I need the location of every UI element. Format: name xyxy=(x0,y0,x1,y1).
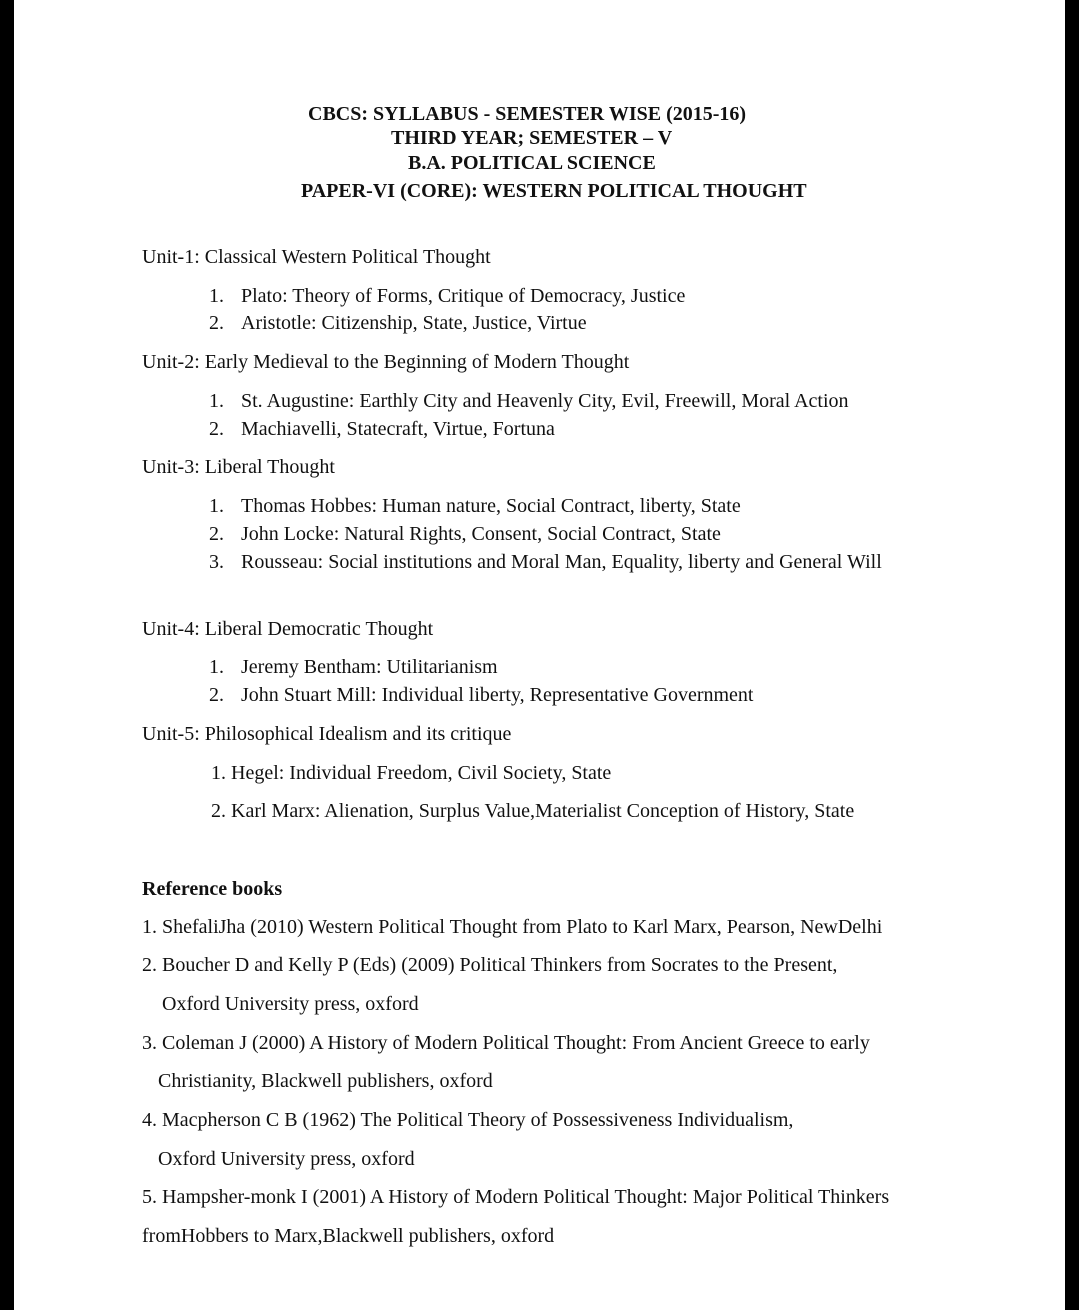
unit-1-item-1-text: Plato: Theory of Forms, Critique of Democracy, Justice xyxy=(241,285,686,307)
header-line-4: PAPER-VI (CORE): WESTERN POLITICAL THOUGHT xyxy=(301,180,807,202)
reference-line-3: Oxford University press, oxford xyxy=(162,993,419,1015)
unit-3-item-3-num: 3. xyxy=(209,551,224,573)
unit-2-item-2-num: 2. xyxy=(209,418,224,440)
unit-4-title: Unit-4: Liberal Democratic Thought xyxy=(142,618,434,640)
unit-5-item-1: 1. Hegel: Individual Freedom, Civil Society, State xyxy=(211,762,612,784)
unit-1-item-2-num: 2. xyxy=(209,312,224,334)
unit-5-title: Unit-5: Philosophical Idealism and its critique xyxy=(142,723,512,745)
unit-3-item-1-num: 1. xyxy=(209,495,224,517)
unit-4-item-2-num: 2. xyxy=(209,684,224,706)
unit-2-title: Unit-2: Early Medieval to the Beginning of Modern Thought xyxy=(142,351,630,373)
unit-2-item-1-num: 1. xyxy=(209,390,224,412)
unit-3-item-2-num: 2. xyxy=(209,523,224,545)
unit-4-item-2-text: John Stuart Mill: Individual liberty, Representative Government xyxy=(241,684,754,706)
reference-line-8: 5. Hampsher-monk I (2001) A History of Modern Political Thought: Major Political Thinkers xyxy=(142,1186,890,1208)
reference-line-7: Oxford University press, oxford xyxy=(158,1148,415,1170)
unit-1-title: Unit-1: Classical Western Political Thought xyxy=(142,246,491,268)
unit-2-item-2-text: Machiavelli, Statecraft, Virtue, Fortuna xyxy=(241,418,555,440)
unit-4-item-1-num: 1. xyxy=(209,656,224,678)
header-line-1: CBCS: SYLLABUS - SEMESTER WISE (2015-16) xyxy=(308,103,747,125)
header-line-2: THIRD YEAR; SEMESTER – V xyxy=(391,127,673,149)
unit-4-item-1-text: Jeremy Bentham: Utilitarianism xyxy=(241,656,498,678)
unit-1-item-2-text: Aristotle: Citizenship, State, Justice, Virtue xyxy=(241,312,587,334)
reference-line-4: 3. Coleman J (2000) A History of Modern Political Thought: From Ancient Greece to early xyxy=(142,1032,870,1054)
unit-5-item-2: 2. Karl Marx: Alienation, Surplus Value,Materialist Conception of History, State xyxy=(211,800,855,822)
unit-3-title: Unit-3: Liberal Thought xyxy=(142,456,335,478)
unit-2-item-1-text: St. Augustine: Earthly City and Heavenly City, Evil, Freewill, Moral Action xyxy=(241,390,849,412)
reference-line-5: Christianity, Blackwell publishers, oxford xyxy=(158,1070,493,1092)
unit-3-item-3-text: Rousseau: Social institutions and Moral Man, Equality, liberty and General Will xyxy=(241,551,882,573)
reference-line-1: 1. ShefaliJha (2010) Western Political Thought from Plato to Karl Marx, Pearson, NewDelhi xyxy=(142,916,883,938)
unit-3-item-2-text: John Locke: Natural Rights, Consent, Social Contract, State xyxy=(241,523,721,545)
references-heading: Reference books xyxy=(142,878,283,900)
reference-line-2: 2. Boucher D and Kelly P (Eds) (2009) Political Thinkers from Socrates to the Present, xyxy=(142,954,838,976)
unit-1-item-1-num: 1. xyxy=(209,285,224,307)
header-line-3: B.A. POLITICAL SCIENCE xyxy=(408,152,656,174)
reference-line-6: 4. Macpherson C B (1962) The Political Theory of Possessiveness Individualism, xyxy=(142,1109,794,1131)
document-page xyxy=(14,0,1065,1310)
reference-line-9: fromHobbers to Marx,Blackwell publishers, oxford xyxy=(142,1225,555,1247)
unit-3-item-1-text: Thomas Hobbes: Human nature, Social Contract, liberty, State xyxy=(241,495,741,517)
